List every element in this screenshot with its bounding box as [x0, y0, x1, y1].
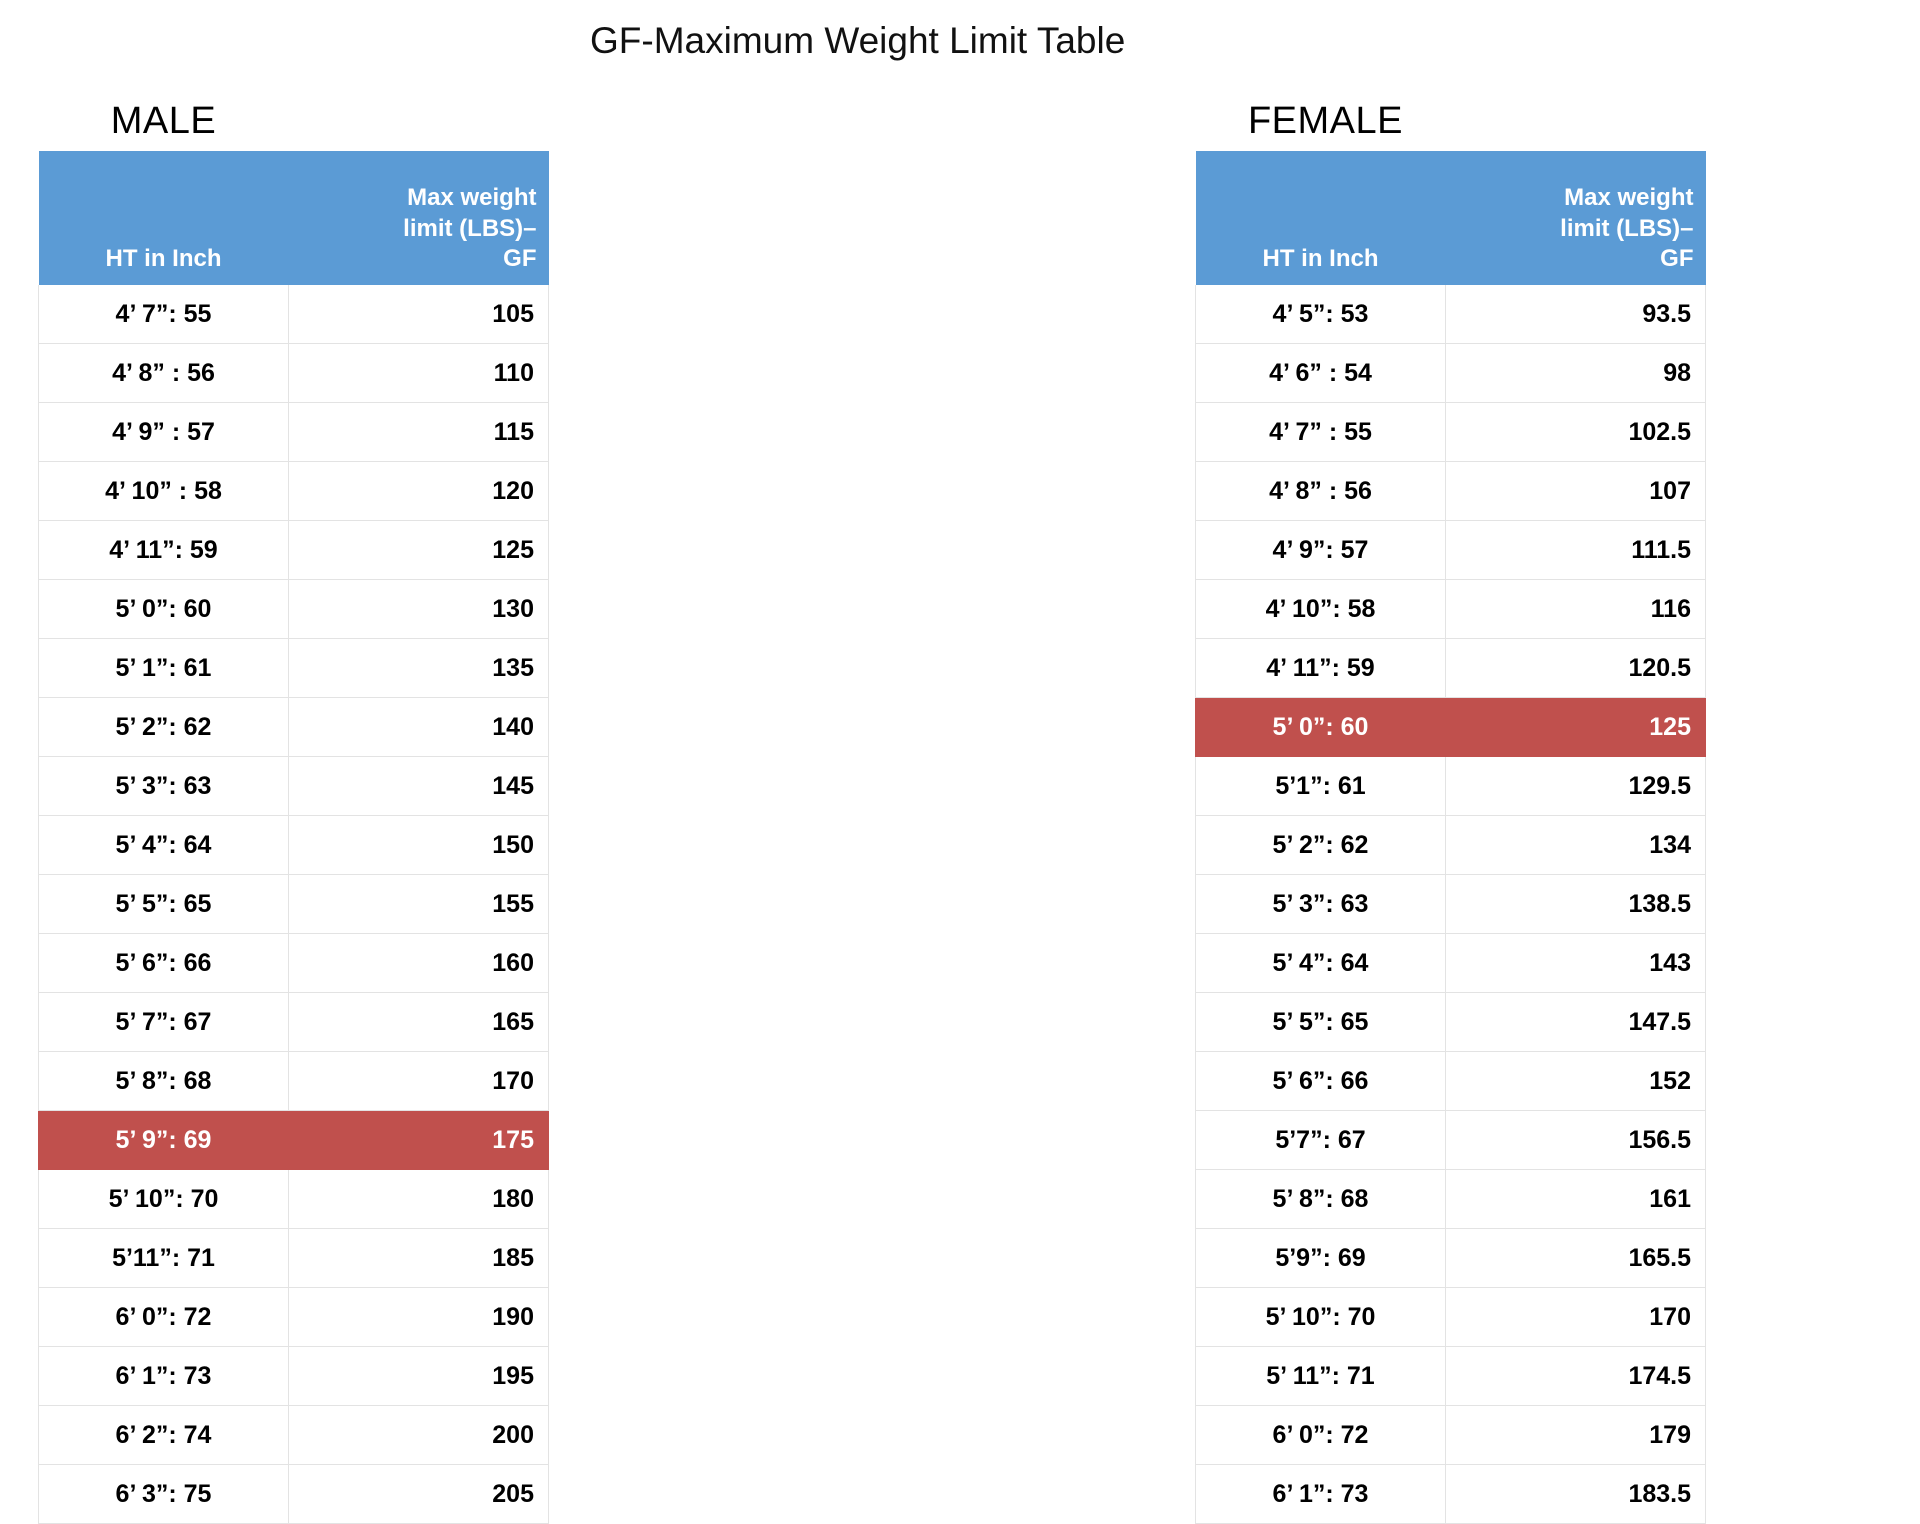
table-row	[1196, 1229, 1706, 1288]
table-row	[39, 639, 549, 698]
cell-max-weight: 120.5	[1446, 639, 1706, 698]
table-row	[1196, 521, 1706, 580]
male-weight-table	[38, 151, 549, 1524]
table-row	[1196, 1288, 1706, 1347]
table-row	[1196, 698, 1706, 757]
column-header-weight	[289, 151, 549, 285]
cell-height: 4’ 5”: 53	[1196, 285, 1446, 344]
cell-max-weight: 179	[1446, 1406, 1706, 1465]
table-row	[39, 1052, 549, 1111]
cell-height: 4’ 10”: 58	[1196, 580, 1446, 639]
cell-max-weight: 185	[289, 1229, 549, 1288]
table-row	[39, 698, 549, 757]
table-row	[39, 462, 549, 521]
table-row	[39, 344, 549, 403]
cell-max-weight: 183.5	[1446, 1465, 1706, 1524]
table-row	[1196, 1052, 1706, 1111]
cell-max-weight: 116	[1446, 580, 1706, 639]
table-row	[39, 1288, 549, 1347]
table-row	[39, 1465, 549, 1524]
table-row	[1196, 757, 1706, 816]
table-row	[1196, 285, 1706, 344]
cell-max-weight: 161	[1446, 1170, 1706, 1229]
cell-height: 5’ 11”: 71	[1196, 1347, 1446, 1406]
cell-height: 5’ 2”: 62	[39, 698, 289, 757]
cell-height: 4’ 7”: 55	[39, 285, 289, 344]
table-row	[39, 1406, 549, 1465]
cell-height: 6’ 1”: 73	[1196, 1465, 1446, 1524]
cell-height: 5’ 10”: 70	[39, 1170, 289, 1229]
table-row	[1196, 403, 1706, 462]
table-row	[39, 934, 549, 993]
cell-max-weight: 180	[289, 1170, 549, 1229]
cell-max-weight: 174.5	[1446, 1347, 1706, 1406]
column-header-weight-line1: Max weight	[1564, 183, 1694, 211]
cell-height: 5’9”: 69	[1196, 1229, 1446, 1288]
cell-max-weight: 147.5	[1446, 993, 1706, 1052]
cell-max-weight: 170	[1446, 1288, 1706, 1347]
table-row	[39, 993, 549, 1052]
cell-max-weight: 165.5	[1446, 1229, 1706, 1288]
cell-max-weight: 111.5	[1446, 521, 1706, 580]
cell-max-weight: 125	[289, 521, 549, 580]
cell-height: 6’ 0”: 72	[39, 1288, 289, 1347]
table-row	[1196, 1111, 1706, 1170]
cell-height: 4’ 11”: 59	[1196, 639, 1446, 698]
table-row	[1196, 344, 1706, 403]
cell-height: 6’ 1”: 73	[39, 1347, 289, 1406]
table-row	[39, 521, 549, 580]
table-header-row	[39, 151, 549, 285]
cell-height: 5’1”: 61	[1196, 757, 1446, 816]
table-row	[39, 1229, 549, 1288]
table-row	[1196, 875, 1706, 934]
table-row	[39, 757, 549, 816]
cell-max-weight: 156.5	[1446, 1111, 1706, 1170]
cell-max-weight: 138.5	[1446, 875, 1706, 934]
table-row	[39, 580, 549, 639]
cell-max-weight: 150	[289, 816, 549, 875]
cell-height: 4’ 8” : 56	[1196, 462, 1446, 521]
cell-height: 5’ 1”: 61	[39, 639, 289, 698]
cell-height: 4’ 9” : 57	[39, 403, 289, 462]
cell-max-weight: 145	[289, 757, 549, 816]
cell-max-weight: 175	[289, 1111, 549, 1170]
cell-max-weight: 130	[289, 580, 549, 639]
male-table-block	[38, 100, 549, 1524]
column-header-height: HT in Inch	[39, 151, 289, 285]
cell-max-weight: 129.5	[1446, 757, 1706, 816]
cell-height: 5’ 2”: 62	[1196, 816, 1446, 875]
column-header-weight-line1: Max weight	[407, 183, 537, 211]
table-row	[39, 875, 549, 934]
cell-max-weight: 160	[289, 934, 549, 993]
table-header-row	[1196, 151, 1706, 285]
cell-max-weight: 205	[289, 1465, 549, 1524]
table-row	[39, 1111, 549, 1170]
cell-max-weight: 135	[289, 639, 549, 698]
table-row	[1196, 580, 1706, 639]
cell-max-weight: 155	[289, 875, 549, 934]
cell-height: 5’ 6”: 66	[39, 934, 289, 993]
cell-max-weight: 107	[1446, 462, 1706, 521]
cell-max-weight: 125	[1446, 698, 1706, 757]
table-row	[1196, 462, 1706, 521]
table-row	[1196, 934, 1706, 993]
female-weight-table	[1195, 151, 1706, 1524]
cell-height: 5’ 0”: 60	[39, 580, 289, 639]
column-header-weight-line2: limit (LBS)–	[1560, 214, 1694, 242]
cell-height: 4’ 10” : 58	[39, 462, 289, 521]
table-row	[1196, 1406, 1706, 1465]
table-row	[1196, 1347, 1706, 1406]
table-row	[39, 1170, 549, 1229]
cell-height: 5’ 3”: 63	[1196, 875, 1446, 934]
cell-height: 5’ 8”: 68	[1196, 1170, 1446, 1229]
cell-height: 5’ 4”: 64	[39, 816, 289, 875]
table-row	[39, 816, 549, 875]
cell-height: 6’ 3”: 75	[39, 1465, 289, 1524]
cell-height: 5’ 4”: 64	[1196, 934, 1446, 993]
cell-max-weight: 115	[289, 403, 549, 462]
table-row	[1196, 993, 1706, 1052]
cell-height: 4’ 9”: 57	[1196, 521, 1446, 580]
cell-max-weight: 110	[289, 344, 549, 403]
cell-height: 5’11”: 71	[39, 1229, 289, 1288]
table-row	[1196, 1465, 1706, 1524]
cell-max-weight: 105	[289, 285, 549, 344]
cell-height: 4’ 11”: 59	[39, 521, 289, 580]
female-table-block	[1195, 100, 1706, 1524]
cell-max-weight: 200	[289, 1406, 549, 1465]
table-row	[1196, 1170, 1706, 1229]
female-group-title: FEMALE	[1247, 100, 1404, 142]
cell-height: 5’ 5”: 65	[39, 875, 289, 934]
cell-max-weight: 143	[1446, 934, 1706, 993]
column-header-height: HT in Inch	[1196, 151, 1446, 285]
cell-height: 5’ 7”: 67	[39, 993, 289, 1052]
cell-height: 4’ 6” : 54	[1196, 344, 1446, 403]
table-row	[1196, 639, 1706, 698]
cell-height: 5’ 6”: 66	[1196, 1052, 1446, 1111]
table-row	[39, 1347, 549, 1406]
cell-height: 5’ 9”: 69	[39, 1111, 289, 1170]
cell-height: 6’ 2”: 74	[39, 1406, 289, 1465]
column-header-weight	[1446, 151, 1706, 285]
cell-max-weight: 98	[1446, 344, 1706, 403]
cell-height: 6’ 0”: 72	[1196, 1406, 1446, 1465]
cell-max-weight: 102.5	[1446, 403, 1706, 462]
cell-max-weight: 140	[289, 698, 549, 757]
cell-height: 5’ 5”: 65	[1196, 993, 1446, 1052]
cell-max-weight: 165	[289, 993, 549, 1052]
cell-max-weight: 170	[289, 1052, 549, 1111]
column-header-weight-line3: GF	[503, 245, 537, 273]
table-row	[1196, 816, 1706, 875]
cell-height: 5’ 3”: 63	[39, 757, 289, 816]
cell-max-weight: 190	[289, 1288, 549, 1347]
cell-max-weight: 120	[289, 462, 549, 521]
cell-height: 5’ 0”: 60	[1196, 698, 1446, 757]
cell-max-weight: 93.5	[1446, 285, 1706, 344]
cell-max-weight: 134	[1446, 816, 1706, 875]
column-header-weight-line3: GF	[1660, 245, 1694, 273]
cell-height: 5’ 10”: 70	[1196, 1288, 1446, 1347]
cell-height: 4’ 8” : 56	[39, 344, 289, 403]
page-title: GF-Maximum Weight Limit Table	[590, 20, 1126, 61]
cell-height: 4’ 7” : 55	[1196, 403, 1446, 462]
cell-height: 5’7”: 67	[1196, 1111, 1446, 1170]
table-row	[39, 403, 549, 462]
cell-max-weight: 195	[289, 1347, 549, 1406]
male-group-title: MALE	[110, 100, 217, 142]
column-header-weight-line2: limit (LBS)–	[403, 214, 537, 242]
table-row	[39, 285, 549, 344]
cell-max-weight: 152	[1446, 1052, 1706, 1111]
cell-height: 5’ 8”: 68	[39, 1052, 289, 1111]
